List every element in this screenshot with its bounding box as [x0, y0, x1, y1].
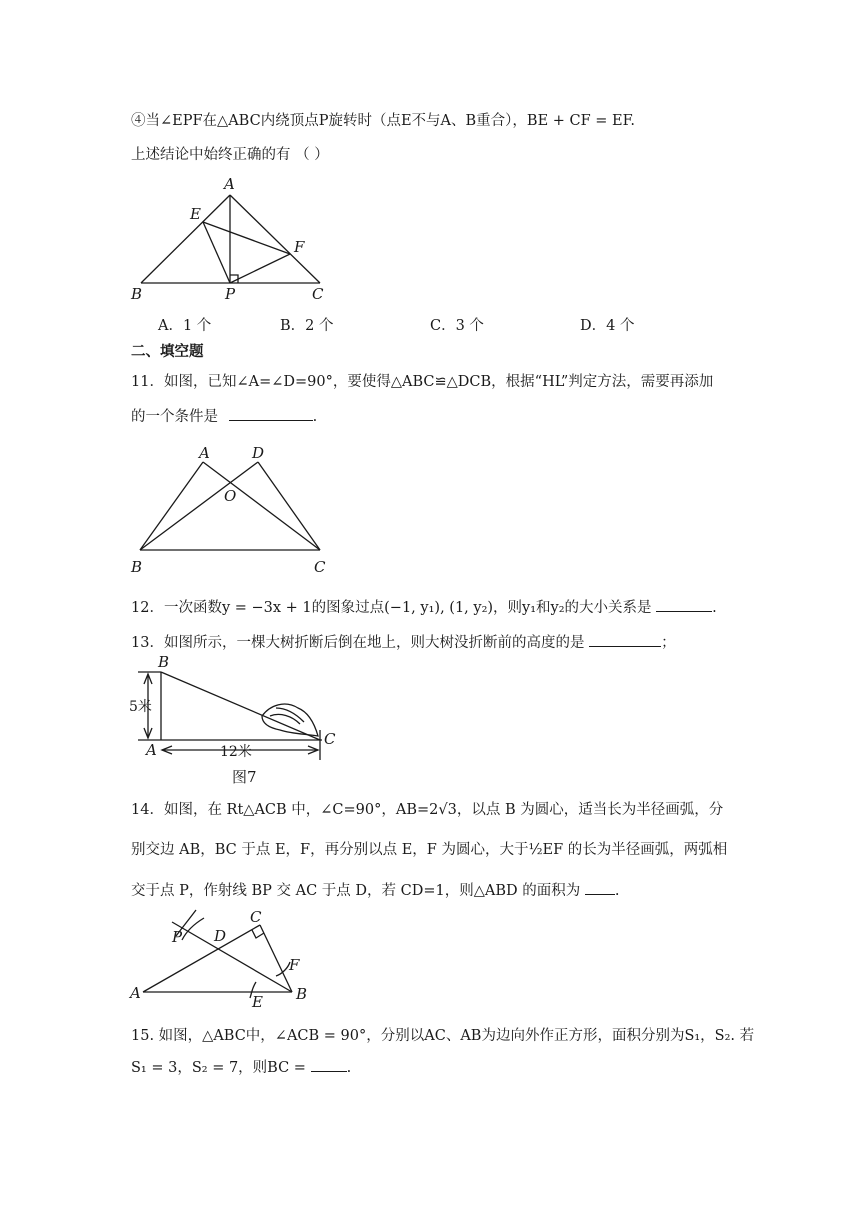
fig10-label-E: E: [190, 205, 201, 223]
q14-line2: 别交边 AB，BC 于点 E，F，再分别以点 E，F 为圆心，大于½EF 的长为半径画弧，两弧相: [131, 842, 728, 858]
q15-period: .: [346, 1060, 352, 1076]
q15-line1: 15. 如图，△ABC中，∠ACB = 90°，分别以AC、AB为边向外作正方形，面积分别为S₁，S₂. 若: [131, 1028, 755, 1044]
fig14-label-B: B: [296, 985, 308, 1003]
fig14-label-A: A: [130, 984, 141, 1002]
fig11-label-O: O: [224, 487, 237, 505]
q14-line1: 14．如图，在 Rt△ACB 中，∠C=90°，AB=2√3，以点 B 为圆心，适当长为半径画弧，分: [131, 802, 724, 818]
q13-text: 13．如图所示，一棵大树折断后倒在地上，则大树没折断前的高度的是: [131, 635, 585, 651]
q10-option-b: B．2 个: [280, 318, 334, 334]
q15-line2: [131, 1057, 351, 1078]
fig10-label-F: F: [294, 238, 305, 256]
q10-item4: ④当∠EPF在△ABC内绕顶点P旋转时（点E不与A、B重合），BE + CF = EF.: [131, 113, 636, 129]
q10-option-c: C．3 个: [430, 318, 484, 334]
fig14-label-E: E: [252, 993, 263, 1011]
fig11-label-C: C: [314, 558, 326, 576]
fig14-label-D: D: [214, 927, 227, 945]
fig11-label-D: D: [252, 444, 265, 462]
q10-option-a: A．1 个: [158, 318, 212, 334]
q14-line3-text: 交于点 P，作射线 BP 交 AC 于点 D，若 CD=1，则△ABD 的面积为: [131, 883, 581, 899]
fig10-label-P: P: [225, 285, 236, 303]
fig13-label-C: C: [324, 730, 336, 748]
q10-question: 上述结论中始终正确的有 （ ）: [131, 147, 329, 163]
section-title: 二、填空题: [131, 343, 204, 360]
q12-period: .: [712, 600, 717, 616]
fig11-label-B: B: [131, 558, 143, 576]
q10-option-d: D．4 个: [580, 318, 635, 334]
fig13-label-B: B: [158, 653, 170, 671]
q11-period: .: [312, 409, 318, 425]
fig14-label-P: P: [172, 928, 183, 946]
q11-line2-text: 的一个条件是: [131, 409, 218, 425]
q11-line1: 11．如图，已知∠A=∠D=90°，要使得△ABC≌△DCB，根据“HL”判定方法，需要再添加: [131, 374, 714, 390]
fig11-label-A: A: [199, 444, 210, 462]
fig10-label-C: C: [312, 285, 324, 303]
q12-text: 12．一次函数y = −3x + 1的图象过点(−1, y₁), (1, y₂)，则y₁和y₂的大小关系是: [131, 600, 652, 616]
q15-answer-blank[interactable]: [311, 1057, 347, 1072]
fig13-base-label: 12米: [220, 744, 252, 760]
q15-line2-text: S₁ = 3，S₂ = 7，则BC =: [131, 1060, 306, 1076]
fig14-label-F: F: [289, 956, 300, 974]
fig10-label-B: B: [131, 285, 143, 303]
fig13-height-label: 5米: [129, 699, 152, 715]
fig13-label-A: A: [146, 741, 157, 759]
fig13-caption: 图7: [232, 768, 257, 786]
fig10-label-A: A: [224, 175, 235, 193]
q13-end: ；: [661, 635, 676, 651]
q14-period: .: [614, 883, 620, 899]
fig14-label-C: C: [250, 908, 262, 926]
